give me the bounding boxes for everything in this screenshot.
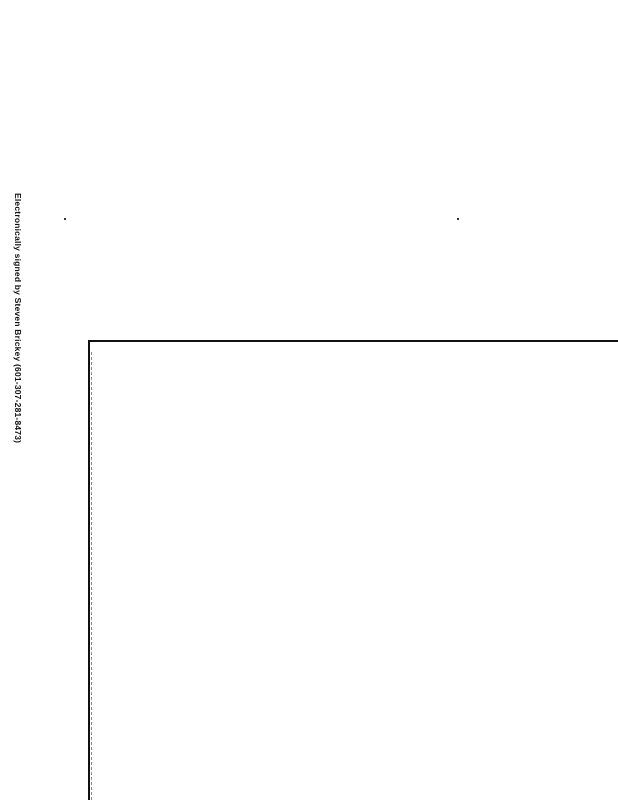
page-frame-top <box>88 340 618 342</box>
scan-speck <box>457 218 459 220</box>
page-frame-left <box>88 340 90 800</box>
electronic-signature: Electronically signed by Steven Brickey (601-307-281-8473) <box>13 193 23 444</box>
page-frame-inner-margin <box>91 352 92 800</box>
scan-speck <box>64 218 66 220</box>
